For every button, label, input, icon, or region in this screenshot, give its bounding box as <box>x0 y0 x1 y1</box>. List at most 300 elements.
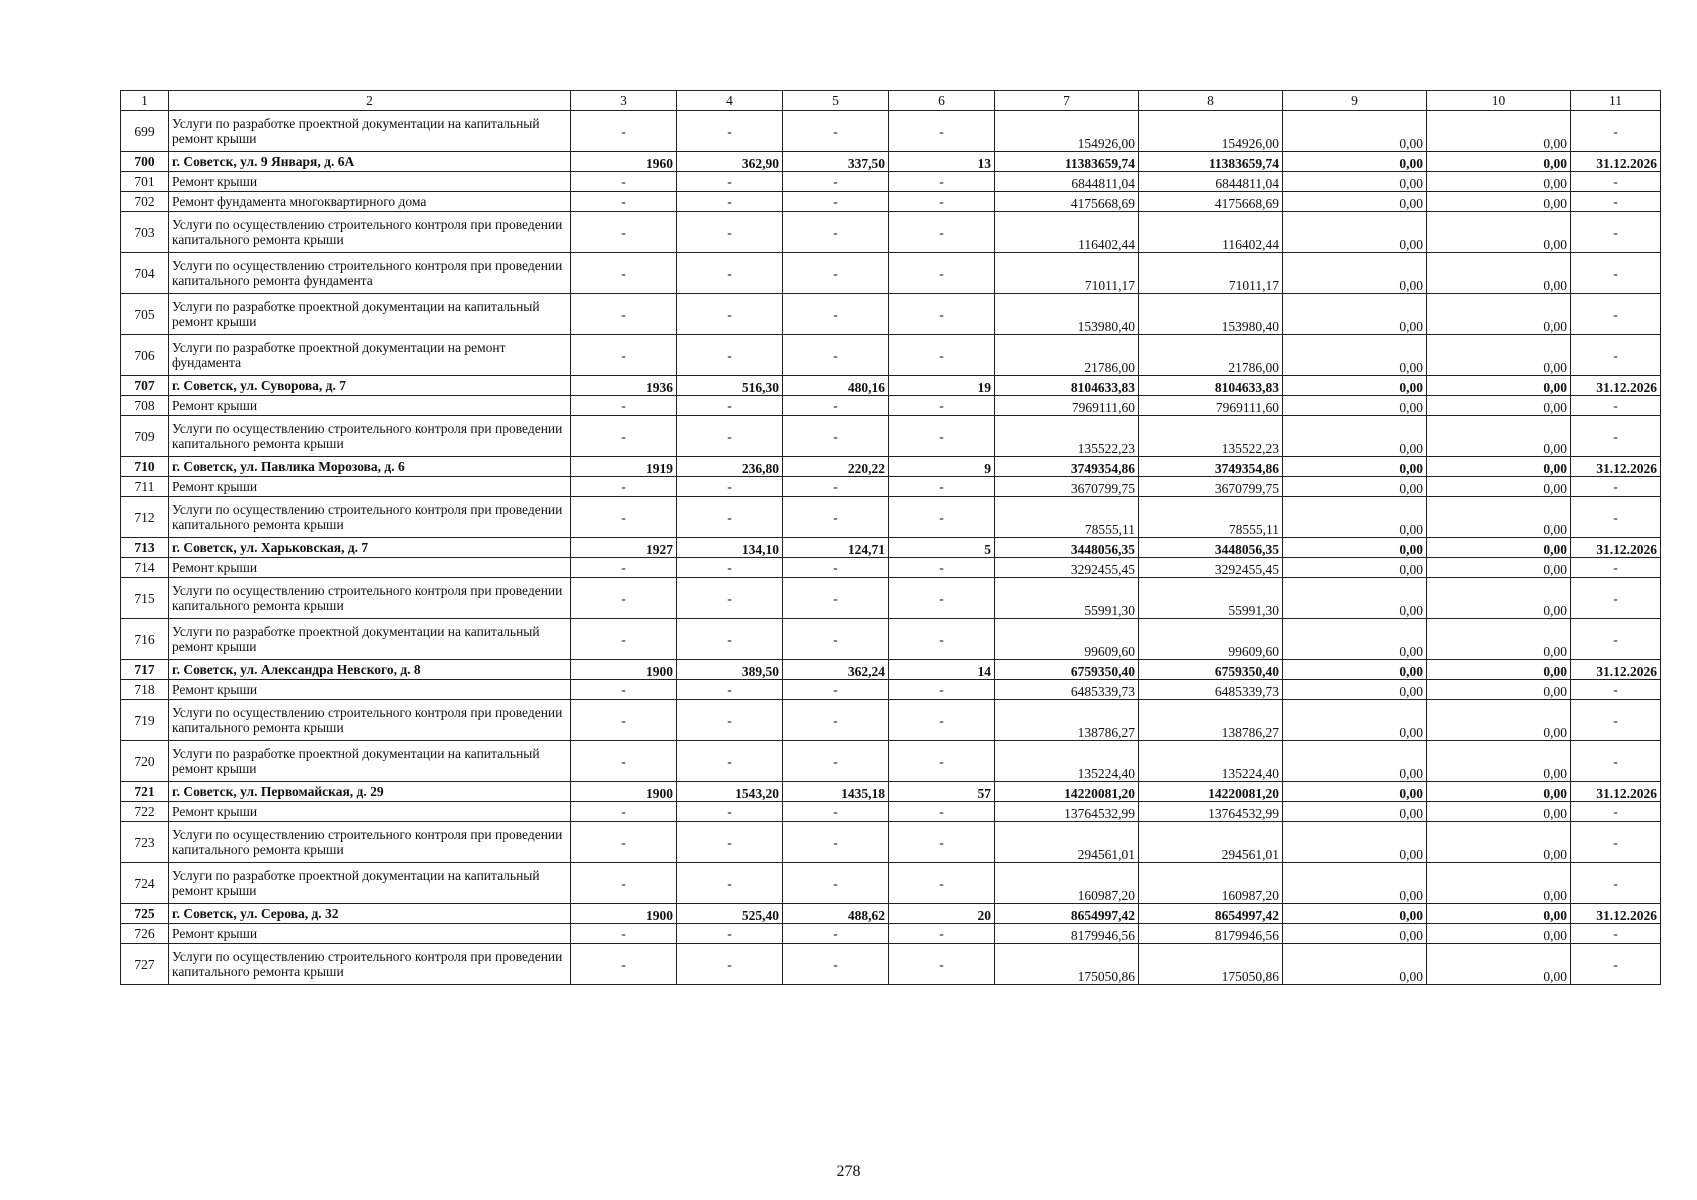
row-description-cell: Услуги по осуществлению строительного контроля при проведении капитального ремонта крыши <box>169 578 571 619</box>
budget-cost-cell: 0,00 <box>1283 578 1427 619</box>
fund-cost-cell: 7969111,60 <box>1139 396 1283 416</box>
completion-date-cell: - <box>1571 192 1661 212</box>
total-area-cell: - <box>677 619 783 660</box>
row-description-cell: Ремонт крыши <box>169 558 571 578</box>
living-area-cell: - <box>783 700 889 741</box>
completion-date-cell: - <box>1571 294 1661 335</box>
completion-date-cell: - <box>1571 111 1661 152</box>
completion-date-cell: - <box>1571 172 1661 192</box>
column-number-header: 7 <box>995 91 1139 111</box>
row-description-cell: Услуги по осуществлению строительного контроля при проведении капитального ремонта фундамента <box>169 253 571 294</box>
build-year-cell: - <box>571 619 677 660</box>
build-year-cell: - <box>571 700 677 741</box>
table-row <box>121 294 1661 335</box>
residents-count-cell: - <box>889 497 995 538</box>
total-cost-cell: 6844811,04 <box>995 172 1139 192</box>
row-description-cell: Услуги по осуществлению строительного контроля при проведении капитального ремонта крыши <box>169 944 571 985</box>
build-year-cell: - <box>571 477 677 497</box>
total-area-cell: - <box>677 253 783 294</box>
living-area-cell: - <box>783 802 889 822</box>
other-cost-cell: 0,00 <box>1427 944 1571 985</box>
total-area-cell: - <box>677 680 783 700</box>
row-number-cell: 718 <box>121 680 169 700</box>
total-area-cell: - <box>677 822 783 863</box>
residents-count-cell: 9 <box>889 457 995 477</box>
row-description-cell: Ремонт фундамента многоквартирного дома <box>169 192 571 212</box>
total-cost-cell: 55991,30 <box>995 578 1139 619</box>
row-number-cell: 724 <box>121 863 169 904</box>
residents-count-cell: - <box>889 944 995 985</box>
residents-count-cell: 14 <box>889 660 995 680</box>
page-number: 278 <box>836 1163 861 1180</box>
row-description-cell: г. Советск, ул. 9 Января, д. 6А <box>169 152 571 172</box>
total-cost-cell: 175050,86 <box>995 944 1139 985</box>
living-area-cell: - <box>783 924 889 944</box>
column-number-header: 5 <box>783 91 889 111</box>
budget-cost-cell: 0,00 <box>1283 680 1427 700</box>
residents-count-cell: - <box>889 396 995 416</box>
living-area-cell: - <box>783 294 889 335</box>
table-row <box>121 192 1661 212</box>
table-row <box>121 111 1661 152</box>
total-cost-cell: 3749354,86 <box>995 457 1139 477</box>
other-cost-cell: 0,00 <box>1427 416 1571 457</box>
table-row <box>121 457 1661 477</box>
table-row <box>121 253 1661 294</box>
build-year-cell: - <box>571 822 677 863</box>
completion-date-cell: - <box>1571 822 1661 863</box>
other-cost-cell: 0,00 <box>1427 578 1571 619</box>
total-cost-cell: 11383659,74 <box>995 152 1139 172</box>
row-number-cell: 727 <box>121 944 169 985</box>
column-number-header: 4 <box>677 91 783 111</box>
row-description-cell: Ремонт крыши <box>169 802 571 822</box>
other-cost-cell: 0,00 <box>1427 802 1571 822</box>
budget-cost-cell: 0,00 <box>1283 741 1427 782</box>
completion-date-cell: - <box>1571 944 1661 985</box>
total-area-cell: - <box>677 558 783 578</box>
row-description-cell: г. Советск, ул. Харьковская, д. 7 <box>169 538 571 558</box>
fund-cost-cell: 21786,00 <box>1139 335 1283 376</box>
budget-cost-cell: 0,00 <box>1283 822 1427 863</box>
other-cost-cell: 0,00 <box>1427 477 1571 497</box>
row-number-cell: 700 <box>121 152 169 172</box>
total-cost-cell: 138786,27 <box>995 700 1139 741</box>
total-cost-cell: 8654997,42 <box>995 904 1139 924</box>
budget-cost-cell: 0,00 <box>1283 944 1427 985</box>
row-description-cell: Ремонт крыши <box>169 172 571 192</box>
total-cost-cell: 3670799,75 <box>995 477 1139 497</box>
table-row <box>121 497 1661 538</box>
other-cost-cell: 0,00 <box>1427 212 1571 253</box>
living-area-cell: 337,50 <box>783 152 889 172</box>
total-area-cell: 516,30 <box>677 376 783 396</box>
living-area-cell: - <box>783 578 889 619</box>
other-cost-cell: 0,00 <box>1427 111 1571 152</box>
row-number-cell: 707 <box>121 376 169 396</box>
total-area-cell: 236,80 <box>677 457 783 477</box>
row-description-cell: Ремонт крыши <box>169 680 571 700</box>
total-cost-cell: 116402,44 <box>995 212 1139 253</box>
build-year-cell: 1936 <box>571 376 677 396</box>
residents-count-cell: - <box>889 212 995 253</box>
row-number-cell: 708 <box>121 396 169 416</box>
residents-count-cell: - <box>889 416 995 457</box>
total-cost-cell: 135522,23 <box>995 416 1139 457</box>
living-area-cell: 1435,18 <box>783 782 889 802</box>
living-area-cell: - <box>783 416 889 457</box>
table-row <box>121 782 1661 802</box>
living-area-cell: 488,62 <box>783 904 889 924</box>
row-number-cell: 709 <box>121 416 169 457</box>
total-area-cell: - <box>677 944 783 985</box>
table-row <box>121 660 1661 680</box>
fund-cost-cell: 138786,27 <box>1139 700 1283 741</box>
residents-count-cell: - <box>889 619 995 660</box>
table-row <box>121 578 1661 619</box>
column-number-header: 1 <box>121 91 169 111</box>
fund-cost-cell: 116402,44 <box>1139 212 1283 253</box>
completion-date-cell: - <box>1571 253 1661 294</box>
table-body <box>121 111 1661 985</box>
fund-cost-cell: 4175668,69 <box>1139 192 1283 212</box>
completion-date-cell: - <box>1571 863 1661 904</box>
total-area-cell: - <box>677 802 783 822</box>
build-year-cell: - <box>571 741 677 782</box>
budget-cost-cell: 0,00 <box>1283 294 1427 335</box>
fund-cost-cell: 6485339,73 <box>1139 680 1283 700</box>
completion-date-cell: 31.12.2026 <box>1571 152 1661 172</box>
row-number-cell: 725 <box>121 904 169 924</box>
total-cost-cell: 78555,11 <box>995 497 1139 538</box>
residents-count-cell: - <box>889 700 995 741</box>
build-year-cell: - <box>571 294 677 335</box>
residents-count-cell: - <box>889 863 995 904</box>
row-number-cell: 714 <box>121 558 169 578</box>
total-area-cell: - <box>677 497 783 538</box>
build-year-cell: - <box>571 944 677 985</box>
other-cost-cell: 0,00 <box>1427 660 1571 680</box>
row-number-cell: 699 <box>121 111 169 152</box>
completion-date-cell: - <box>1571 741 1661 782</box>
total-cost-cell: 6485339,73 <box>995 680 1139 700</box>
row-number-cell: 704 <box>121 253 169 294</box>
row-description-cell: Услуги по осуществлению строительного контроля при проведении капитального ремонта крыши <box>169 212 571 253</box>
completion-date-cell: - <box>1571 335 1661 376</box>
fund-cost-cell: 14220081,20 <box>1139 782 1283 802</box>
living-area-cell: - <box>783 396 889 416</box>
residents-count-cell: 19 <box>889 376 995 396</box>
table-row <box>121 741 1661 782</box>
fund-cost-cell: 175050,86 <box>1139 944 1283 985</box>
budget-cost-cell: 0,00 <box>1283 152 1427 172</box>
table-row <box>121 700 1661 741</box>
total-cost-cell: 154926,00 <box>995 111 1139 152</box>
table-row <box>121 376 1661 396</box>
living-area-cell: 480,16 <box>783 376 889 396</box>
total-cost-cell: 71011,17 <box>995 253 1139 294</box>
total-area-cell: - <box>677 924 783 944</box>
total-cost-cell: 21786,00 <box>995 335 1139 376</box>
fund-cost-cell: 13764532,99 <box>1139 802 1283 822</box>
residents-count-cell: - <box>889 172 995 192</box>
row-description-cell: Услуги по осуществлению строительного контроля при проведении капитального ремонта крыши <box>169 700 571 741</box>
fund-cost-cell: 8654997,42 <box>1139 904 1283 924</box>
other-cost-cell: 0,00 <box>1427 376 1571 396</box>
build-year-cell: - <box>571 335 677 376</box>
build-year-cell: - <box>571 416 677 457</box>
budget-cost-cell: 0,00 <box>1283 192 1427 212</box>
table-row <box>121 416 1661 457</box>
fund-cost-cell: 153980,40 <box>1139 294 1283 335</box>
residents-count-cell: - <box>889 680 995 700</box>
build-year-cell: - <box>571 497 677 538</box>
other-cost-cell: 0,00 <box>1427 904 1571 924</box>
budget-cost-cell: 0,00 <box>1283 111 1427 152</box>
other-cost-cell: 0,00 <box>1427 335 1571 376</box>
build-year-cell: - <box>571 802 677 822</box>
fund-cost-cell: 154926,00 <box>1139 111 1283 152</box>
total-area-cell: 525,40 <box>677 904 783 924</box>
total-area-cell: - <box>677 192 783 212</box>
budget-cost-cell: 0,00 <box>1283 172 1427 192</box>
fund-cost-cell: 99609,60 <box>1139 619 1283 660</box>
completion-date-cell: - <box>1571 416 1661 457</box>
build-year-cell: 1960 <box>571 152 677 172</box>
row-description-cell: г. Советск, ул. Суворова, д. 7 <box>169 376 571 396</box>
row-description-cell: Услуги по разработке проектной документации на капитальный ремонт крыши <box>169 294 571 335</box>
residents-count-cell: - <box>889 111 995 152</box>
build-year-cell: 1927 <box>571 538 677 558</box>
build-year-cell: - <box>571 863 677 904</box>
completion-date-cell: - <box>1571 619 1661 660</box>
completion-date-cell: - <box>1571 558 1661 578</box>
row-description-cell: г. Советск, ул. Первомайская, д. 29 <box>169 782 571 802</box>
row-description-cell: Услуги по осуществлению строительного контроля при проведении капитального ремонта крыши <box>169 497 571 538</box>
other-cost-cell: 0,00 <box>1427 253 1571 294</box>
total-area-cell: - <box>677 172 783 192</box>
row-description-cell: Ремонт крыши <box>169 477 571 497</box>
fund-cost-cell: 6844811,04 <box>1139 172 1283 192</box>
other-cost-cell: 0,00 <box>1427 538 1571 558</box>
living-area-cell: 124,71 <box>783 538 889 558</box>
row-number-cell: 720 <box>121 741 169 782</box>
budget-cost-cell: 0,00 <box>1283 660 1427 680</box>
total-area-cell: 134,10 <box>677 538 783 558</box>
other-cost-cell: 0,00 <box>1427 822 1571 863</box>
total-cost-cell: 8104633,83 <box>995 376 1139 396</box>
total-cost-cell: 4175668,69 <box>995 192 1139 212</box>
fund-cost-cell: 160987,20 <box>1139 863 1283 904</box>
fund-cost-cell: 135522,23 <box>1139 416 1283 457</box>
table-row <box>121 152 1661 172</box>
build-year-cell: - <box>571 253 677 294</box>
total-area-cell: - <box>677 294 783 335</box>
living-area-cell: 362,24 <box>783 660 889 680</box>
total-area-cell: 389,50 <box>677 660 783 680</box>
total-cost-cell: 135224,40 <box>995 741 1139 782</box>
fund-cost-cell: 3448056,35 <box>1139 538 1283 558</box>
other-cost-cell: 0,00 <box>1427 863 1571 904</box>
total-cost-cell: 8179946,56 <box>995 924 1139 944</box>
row-number-cell: 715 <box>121 578 169 619</box>
row-number-cell: 710 <box>121 457 169 477</box>
living-area-cell: - <box>783 111 889 152</box>
residents-count-cell: - <box>889 335 995 376</box>
living-area-cell: - <box>783 619 889 660</box>
column-number-header: 2 <box>169 91 571 111</box>
other-cost-cell: 0,00 <box>1427 782 1571 802</box>
completion-date-cell: - <box>1571 578 1661 619</box>
total-cost-cell: 153980,40 <box>995 294 1139 335</box>
other-cost-cell: 0,00 <box>1427 619 1571 660</box>
total-cost-cell: 99609,60 <box>995 619 1139 660</box>
total-cost-cell: 160987,20 <box>995 863 1139 904</box>
build-year-cell: - <box>571 212 677 253</box>
budget-cost-cell: 0,00 <box>1283 497 1427 538</box>
completion-date-cell: - <box>1571 680 1661 700</box>
living-area-cell: - <box>783 253 889 294</box>
residents-count-cell: 57 <box>889 782 995 802</box>
row-number-cell: 702 <box>121 192 169 212</box>
budget-cost-cell: 0,00 <box>1283 335 1427 376</box>
budget-cost-cell: 0,00 <box>1283 396 1427 416</box>
other-cost-cell: 0,00 <box>1427 680 1571 700</box>
build-year-cell: 1900 <box>571 782 677 802</box>
budget-cost-cell: 0,00 <box>1283 619 1427 660</box>
other-cost-cell: 0,00 <box>1427 152 1571 172</box>
column-number-header: 6 <box>889 91 995 111</box>
other-cost-cell: 0,00 <box>1427 294 1571 335</box>
completion-date-cell: 31.12.2026 <box>1571 538 1661 558</box>
other-cost-cell: 0,00 <box>1427 700 1571 741</box>
row-description-cell: Услуги по разработке проектной документации на капитальный ремонт крыши <box>169 111 571 152</box>
completion-date-cell: - <box>1571 802 1661 822</box>
total-area-cell: 1543,20 <box>677 782 783 802</box>
table-row <box>121 477 1661 497</box>
budget-cost-cell: 0,00 <box>1283 376 1427 396</box>
completion-date-cell: - <box>1571 212 1661 253</box>
residents-count-cell: - <box>889 294 995 335</box>
other-cost-cell: 0,00 <box>1427 497 1571 538</box>
residents-count-cell: 20 <box>889 904 995 924</box>
table-row <box>121 863 1661 904</box>
budget-cost-cell: 0,00 <box>1283 802 1427 822</box>
row-number-cell: 726 <box>121 924 169 944</box>
fund-cost-cell: 8179946,56 <box>1139 924 1283 944</box>
table-row <box>121 924 1661 944</box>
total-area-cell: - <box>677 741 783 782</box>
table-row <box>121 538 1661 558</box>
build-year-cell: 1900 <box>571 660 677 680</box>
living-area-cell: - <box>783 477 889 497</box>
residents-count-cell: - <box>889 802 995 822</box>
row-description-cell: Услуги по осуществлению строительного контроля при проведении капитального ремонта крыши <box>169 822 571 863</box>
column-number-header: 9 <box>1283 91 1427 111</box>
row-description-cell: г. Советск, ул. Серова, д. 32 <box>169 904 571 924</box>
row-description-cell: Услуги по разработке проектной документации на капитальный ремонт крыши <box>169 619 571 660</box>
row-number-cell: 722 <box>121 802 169 822</box>
living-area-cell: - <box>783 741 889 782</box>
table-row <box>121 822 1661 863</box>
build-year-cell: 1919 <box>571 457 677 477</box>
other-cost-cell: 0,00 <box>1427 172 1571 192</box>
row-number-cell: 706 <box>121 335 169 376</box>
fund-cost-cell: 8104633,83 <box>1139 376 1283 396</box>
residents-count-cell: - <box>889 192 995 212</box>
total-area-cell: - <box>677 335 783 376</box>
budget-cost-cell: 0,00 <box>1283 538 1427 558</box>
table-row <box>121 680 1661 700</box>
residents-count-cell: 13 <box>889 152 995 172</box>
row-description-cell: Услуги по разработке проектной документации на ремонт фундамента <box>169 335 571 376</box>
completion-date-cell: 31.12.2026 <box>1571 457 1661 477</box>
budget-cost-cell: 0,00 <box>1283 457 1427 477</box>
fund-cost-cell: 294561,01 <box>1139 822 1283 863</box>
budget-cost-cell: 0,00 <box>1283 558 1427 578</box>
total-cost-cell: 294561,01 <box>995 822 1139 863</box>
row-number-cell: 701 <box>121 172 169 192</box>
total-area-cell: - <box>677 477 783 497</box>
column-number-header: 11 <box>1571 91 1661 111</box>
completion-date-cell: - <box>1571 497 1661 538</box>
completion-date-cell: 31.12.2026 <box>1571 782 1661 802</box>
build-year-cell: - <box>571 924 677 944</box>
build-year-cell: - <box>571 396 677 416</box>
total-area-cell: - <box>677 212 783 253</box>
budget-cost-cell: 0,00 <box>1283 416 1427 457</box>
total-cost-cell: 14220081,20 <box>995 782 1139 802</box>
residents-count-cell: - <box>889 741 995 782</box>
total-area-cell: - <box>677 700 783 741</box>
column-number-header: 10 <box>1427 91 1571 111</box>
other-cost-cell: 0,00 <box>1427 558 1571 578</box>
residents-count-cell: - <box>889 477 995 497</box>
other-cost-cell: 0,00 <box>1427 741 1571 782</box>
total-cost-cell: 7969111,60 <box>995 396 1139 416</box>
living-area-cell: - <box>783 863 889 904</box>
table-row <box>121 172 1661 192</box>
budget-cost-cell: 0,00 <box>1283 477 1427 497</box>
fund-cost-cell: 78555,11 <box>1139 497 1283 538</box>
total-cost-cell: 6759350,40 <box>995 660 1139 680</box>
budget-cost-cell: 0,00 <box>1283 212 1427 253</box>
build-year-cell: - <box>571 192 677 212</box>
fund-cost-cell: 3749354,86 <box>1139 457 1283 477</box>
fund-cost-cell: 71011,17 <box>1139 253 1283 294</box>
completion-date-cell: - <box>1571 700 1661 741</box>
fund-cost-cell: 11383659,74 <box>1139 152 1283 172</box>
completion-date-cell: - <box>1571 924 1661 944</box>
fund-cost-cell: 55991,30 <box>1139 578 1283 619</box>
total-area-cell: - <box>677 396 783 416</box>
row-description-cell: Услуги по разработке проектной документации на капитальный ремонт крыши <box>169 741 571 782</box>
row-number-cell: 721 <box>121 782 169 802</box>
residents-count-cell: - <box>889 253 995 294</box>
table-row <box>121 335 1661 376</box>
living-area-cell: - <box>783 212 889 253</box>
row-number-cell: 713 <box>121 538 169 558</box>
row-number-cell: 712 <box>121 497 169 538</box>
total-area-cell: - <box>677 111 783 152</box>
living-area-cell: - <box>783 335 889 376</box>
budget-cost-cell: 0,00 <box>1283 253 1427 294</box>
build-year-cell: - <box>571 578 677 619</box>
row-number-cell: 717 <box>121 660 169 680</box>
total-area-cell: 362,90 <box>677 152 783 172</box>
living-area-cell: - <box>783 558 889 578</box>
build-year-cell: - <box>571 111 677 152</box>
